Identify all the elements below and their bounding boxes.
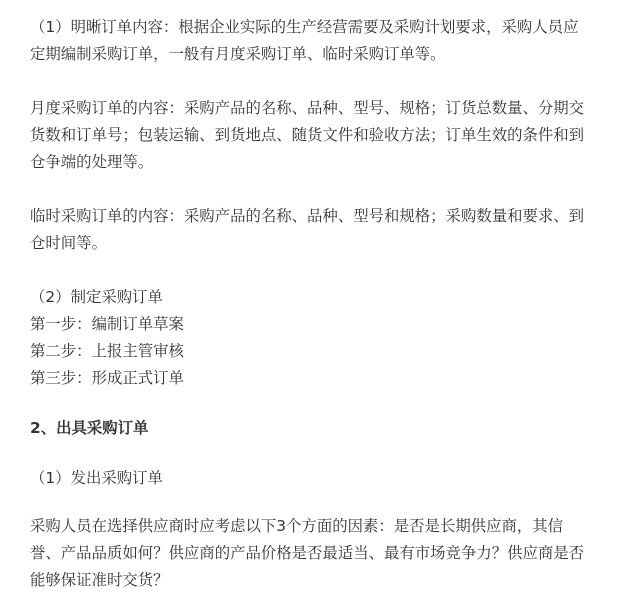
paragraph-monthly-order [30, 95, 609, 176]
paragraph-order-content [30, 14, 609, 68]
paragraph-supplier-factors [30, 513, 609, 594]
text-line: 采购人员在选择供应商时应考虑以下3个方面的因素：是否是长期供应商，其信 [30, 517, 564, 535]
text-line: 仓时间等。 [30, 234, 107, 252]
text-line: 月度采购订单的内容：采购产品的名称、品种、型号、规格；订货总数量、分期交 [30, 99, 585, 117]
subheading-send-order: （1）发出采购订单 [30, 469, 163, 487]
text-line: 货数和订单号；包装运输、到货地点、随货文件和验收方法；订单生效的条件和到 [30, 126, 585, 144]
text-line: 誉、产品品质如何？供应商的产品价格是否最适当、最有市场竞争力？供应商是否 [30, 544, 585, 562]
paragraph-temporary-order [30, 203, 609, 257]
paragraph-send-order [30, 465, 609, 492]
heading-text: 2、出具采购订单 [30, 419, 149, 437]
step-1: 第一步：编制订单草案 [30, 315, 184, 333]
text-line: 定期编制采购订单，一般有月度采购订单、临时采购订单等。 [30, 45, 446, 63]
text-line: 能够保证准时交货？ [30, 571, 169, 589]
section-heading-issue-order [30, 415, 609, 442]
paragraph-make-order-steps [30, 284, 609, 392]
text-line: 仓争端的处理等。 [30, 153, 154, 171]
text-line: 临时采购订单的内容：采购产品的名称、品种、型号和规格；采购数量和要求、到 [30, 207, 585, 225]
step-2: 第二步：上报主管审核 [30, 342, 184, 360]
step-3: 第三步：形成正式订单 [30, 369, 184, 387]
text-line: （1）明晰订单内容：根据企业实际的生产经营需要及采购计划要求，采购人员应 [30, 18, 579, 36]
subheading-make-order: （2）制定采购订单 [30, 288, 163, 306]
